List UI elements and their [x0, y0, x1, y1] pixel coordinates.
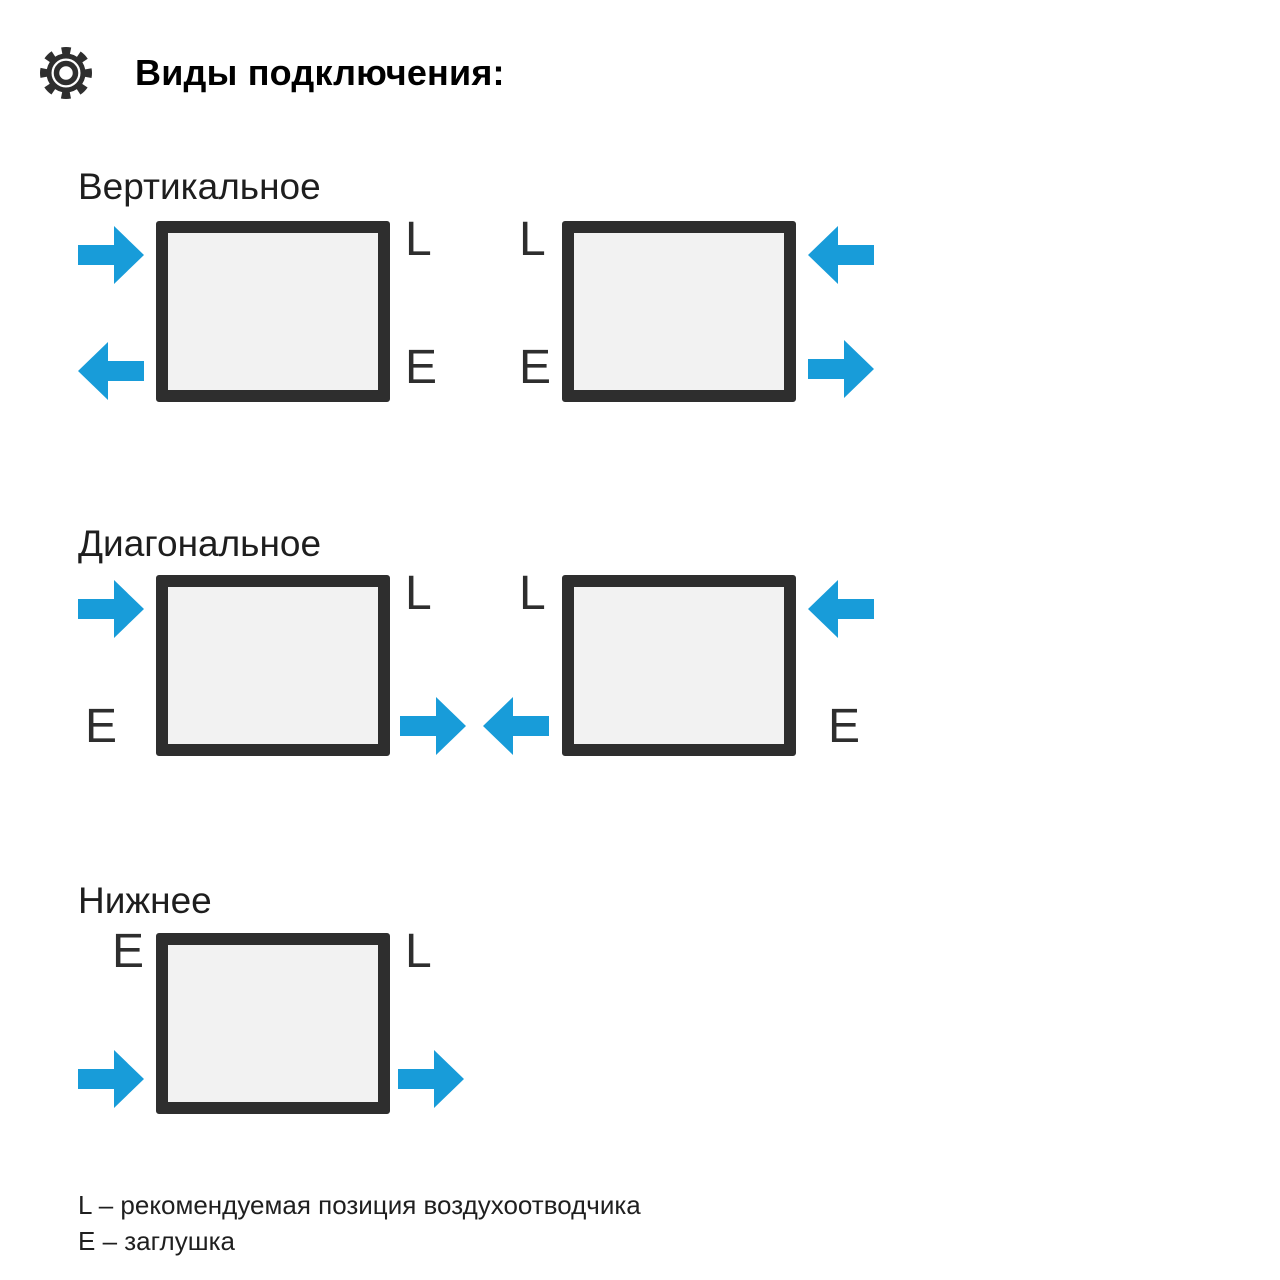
radiator-body [156, 933, 390, 1114]
section-title: Нижнее [78, 880, 212, 921]
arrow-left-icon [808, 580, 874, 638]
legend-line-e: E – заглушка [78, 1226, 235, 1256]
page-title: Виды подключения: [135, 52, 505, 93]
arrow-right-icon [78, 1050, 144, 1108]
port-label-e: E [405, 341, 438, 394]
radiator-body [562, 575, 796, 756]
radiator-body [156, 221, 390, 402]
section-title: Вертикальное [78, 166, 321, 207]
port-label-l: L [405, 567, 432, 620]
port-label-l: L [519, 567, 546, 620]
port-label-e: E [519, 341, 552, 394]
port-label-e: E [112, 925, 145, 978]
legend-line-l: L – рекомендуемая позиция воздухоотводчика [78, 1190, 641, 1220]
arrow-left-icon [78, 342, 144, 400]
port-label-l: L [405, 213, 432, 266]
port-label-l: L [519, 213, 546, 266]
arrow-right-icon [808, 340, 874, 398]
port-label-e: E [828, 700, 861, 753]
arrow-right-icon [78, 580, 144, 638]
arrow-left-icon [483, 697, 549, 755]
arrow-right-icon [78, 226, 144, 284]
gear-icon [35, 42, 97, 104]
arrow-left-icon [808, 226, 874, 284]
arrow-right-icon [400, 697, 466, 755]
arrow-right-icon [398, 1050, 464, 1108]
port-label-e: E [85, 700, 118, 753]
section-title: Диагональное [78, 523, 322, 564]
radiator-body [562, 221, 796, 402]
radiator-body [156, 575, 390, 756]
port-label-l: L [405, 925, 432, 978]
